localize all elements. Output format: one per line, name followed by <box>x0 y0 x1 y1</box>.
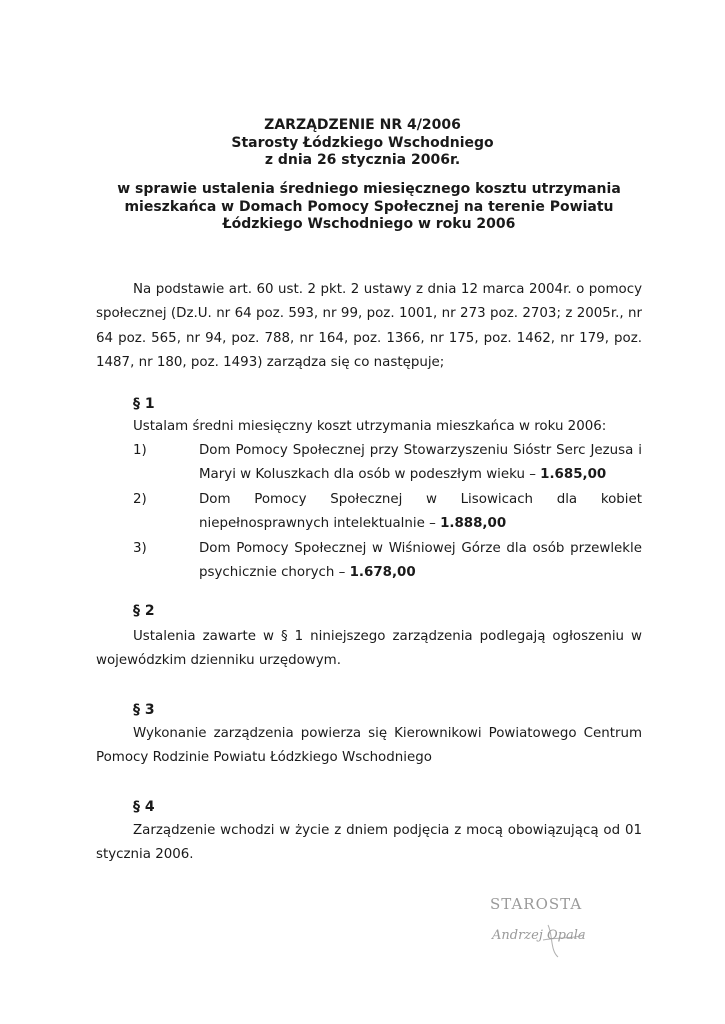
section-4-text: Zarządzenie wchodzi w życie z dniem podjęcia z mocą obowiązującą od 01 stycznia 2006. <box>96 823 642 863</box>
issue-date: z dnia 26 stycznia 2006r. <box>264 152 461 168</box>
document-header <box>0 117 725 170</box>
list-item-number: 2) <box>133 492 147 507</box>
list-item-number: 3) <box>133 541 147 556</box>
list-item-amount: 1.888,00 <box>440 516 507 532</box>
stamp-title: STAROSTA <box>490 895 583 913</box>
issuer: Starosty Łódzkiego Wschodniego <box>231 134 494 151</box>
list-item-description: Dom Pomocy Społecznej w Wiśniowej Górze dla osób przewlekle psychicznie chorych – <box>199 541 642 581</box>
document-title: ZARZĄDZENIE NR 4/2006 <box>264 117 461 133</box>
section-1-intro: Ustalam średni miesięczny koszt utrzymania mieszkańca w roku 2006: <box>133 419 607 434</box>
list-item-number: 1) <box>133 443 147 458</box>
signature-stamp <box>488 895 618 965</box>
list-item <box>133 488 642 537</box>
document-subject <box>96 181 642 234</box>
list-item-description: Dom Pomocy Społecznej przy Stowarzyszeniu Sióstr Serc Jezusa i Maryi w Koluszkach dla osób w podeszłym wieku – <box>199 443 642 483</box>
subject-line-1: w sprawie ustalenia średniego miesięcznego kosztu utrzymania <box>117 181 621 197</box>
list-item-text <box>199 488 642 537</box>
preamble: Na podstawie art. 60 ust. 2 pkt. 2 ustawy z dnia 12 marca 2004r. o pomocy społecznej (Dz.U. nr 64 poz. 593, nr 99, poz. 1001, nr 273 poz. 2703; z 2005r., nr 64 poz. 565, nr 94, poz. 788, nr 164, poz. 1366, nr 175, poz. 1462, nr 179, poz. 1487, nr 180, poz. 1493) zarządza się co następuje; <box>96 282 642 370</box>
list-item-description: Dom Pomocy Społecznej w Lisowicach dla kobiet niepełnosprawnych intelektualnie – <box>199 492 642 532</box>
section-2-title: § 2 <box>133 603 155 619</box>
list-item-text <box>199 537 642 586</box>
list-item <box>133 537 642 586</box>
list-item-amount: 1.678,00 <box>349 565 416 581</box>
section-2-text: Ustalenia zawarte w § 1 niniejszego zarządzenia podlegają ogłoszeniu w wojewódzkim dzienniku urzędowym. <box>96 629 642 669</box>
section-3-title: § 3 <box>133 702 155 718</box>
list-item-text <box>199 439 642 488</box>
subject-line-rest: mieszkańca w Domach Pomocy Społecznej na terenie Powiatu Łódzkiego Wschodniego w roku 2006 <box>124 198 614 232</box>
section-1-title: § 1 <box>133 396 155 412</box>
list-item-amount: 1.685,00 <box>540 467 607 483</box>
list-item <box>133 439 642 488</box>
stamp-signatory: Andrzej Opala <box>492 928 586 943</box>
section-3-text: Wykonanie zarządzenia powierza się Kierownikowi Powiatowego Centrum Pomocy Rodzinie Powiatu Łódzkiego Wschodniego <box>96 726 642 766</box>
section-4-title: § 4 <box>133 799 155 815</box>
